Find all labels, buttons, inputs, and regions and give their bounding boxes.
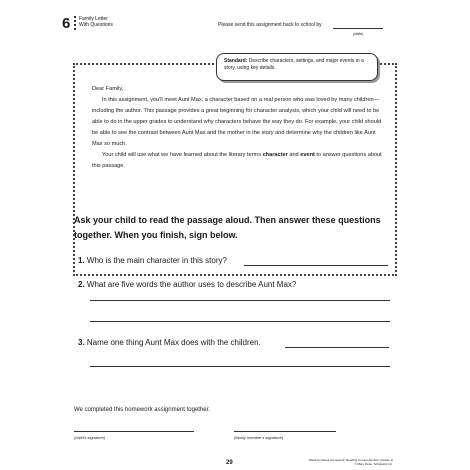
standard-label: Standard: bbox=[224, 58, 248, 64]
standard-description: Describe characters, settings, and major events in a story, using key details. bbox=[224, 58, 364, 71]
date-label: (date) bbox=[353, 31, 364, 36]
question-3-number: 3. bbox=[78, 338, 85, 347]
question-1-text: Who is the main character in this story? bbox=[86, 256, 227, 265]
send-back-text: Please send this assignment back to school by bbox=[218, 22, 322, 28]
lesson-number: 6 bbox=[62, 15, 71, 32]
standard-text bbox=[224, 58, 372, 72]
answer-line-2b[interactable] bbox=[90, 321, 390, 322]
question-2-text: What are five words the author uses to describe Aunt Max? bbox=[86, 280, 297, 289]
letter-paragraph-2-end: to answer questions about this passage. bbox=[92, 152, 382, 169]
family-letter bbox=[92, 84, 382, 172]
credit-line-2: © Mary Rose, Scholastic Inc. bbox=[354, 462, 393, 466]
page-number: 29 bbox=[226, 460, 233, 466]
question-3-text: Name one thing Aunt Max does with the children. bbox=[86, 338, 261, 347]
answer-line-1[interactable] bbox=[244, 265, 388, 266]
child-signature-field[interactable] bbox=[74, 431, 194, 432]
family-signature-field[interactable] bbox=[234, 431, 336, 432]
credit-line-1: Week-by-Week Homework: Reading Comprehension (Grade 1) bbox=[308, 458, 393, 462]
term-event: event bbox=[300, 152, 315, 158]
header-divider bbox=[74, 16, 76, 32]
letter-greeting: Dear Family, bbox=[92, 86, 124, 92]
credits bbox=[301, 458, 393, 466]
letter-paragraph-2-start: Your child will use what we have learned about the literary terms bbox=[102, 152, 261, 158]
completed-statement: We completed this homework assignment together. bbox=[74, 407, 210, 413]
letter-and: and bbox=[289, 152, 299, 158]
term-character: character bbox=[262, 152, 288, 158]
answer-line-2a[interactable] bbox=[90, 300, 390, 301]
question-1 bbox=[78, 256, 227, 266]
child-signature-label: (child's signature) bbox=[74, 435, 106, 440]
question-2 bbox=[78, 280, 296, 290]
date-field[interactable] bbox=[333, 28, 383, 29]
instructions: Ask your child to read the passage aloud. Then answer these questions together. When you finish, sign below. bbox=[74, 215, 381, 240]
answer-line-3a[interactable] bbox=[285, 347, 389, 348]
answer-line-3b[interactable] bbox=[90, 366, 390, 367]
question-2-number: 2. bbox=[78, 280, 85, 289]
letter-paragraph-1: In this assignment, you'll meet Aunt Max, a character based on a real person who was loved by many children—including the author. This passage provides a great beginning for character analysis, which your child will need to be able to do in the upper grades to understand why characters behave the way they do. For example, your child should be able to see the contrast between Aunt Max and the mother in the story and determine why the children like Aunt Max so much. bbox=[92, 97, 382, 147]
family-signature-label: (family member's signature) bbox=[234, 435, 284, 440]
lesson-title bbox=[79, 16, 113, 28]
lesson-title-line2: With Questions bbox=[79, 22, 113, 28]
question-1-number: 1. bbox=[78, 256, 85, 265]
letter-paragraph-2 bbox=[92, 150, 382, 172]
question-3 bbox=[78, 338, 261, 348]
lesson-title-line1: Family Letter bbox=[79, 16, 108, 22]
